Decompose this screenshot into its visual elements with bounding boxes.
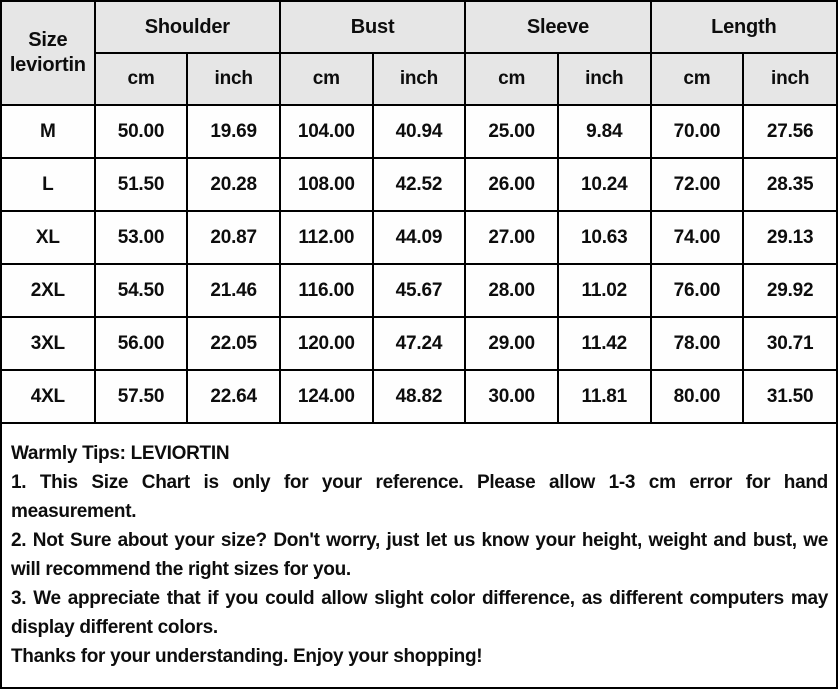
value-cell: 20.28 [187, 158, 280, 211]
unit-header-inch: inch [558, 53, 651, 105]
value-cell: 124.00 [280, 370, 373, 423]
unit-header-cm: cm [465, 53, 558, 105]
value-cell: 104.00 [280, 105, 373, 158]
value-cell: 76.00 [651, 264, 744, 317]
unit-header-inch: inch [187, 53, 280, 105]
value-cell: 50.00 [95, 105, 188, 158]
table-row [2, 370, 836, 423]
size-header-label: Size [28, 29, 68, 51]
value-cell: 26.00 [465, 158, 558, 211]
value-cell: 53.00 [95, 211, 188, 264]
unit-header-cm: cm [95, 53, 188, 105]
table-row [2, 105, 836, 158]
value-cell: 51.50 [95, 158, 188, 211]
unit-header-inch: inch [743, 53, 836, 105]
unit-header-cm: cm [280, 53, 373, 105]
unit-header-cm: cm [651, 53, 744, 105]
group-header-row [2, 2, 836, 53]
table-row [2, 264, 836, 317]
size-header-cell [2, 2, 95, 105]
tips-closing: Thanks for your understanding. Enjoy your shopping! [11, 646, 483, 667]
brand-label: leviortin [9, 54, 86, 76]
value-cell: 10.24 [558, 158, 651, 211]
table-row [2, 317, 836, 370]
value-cell: 31.50 [743, 370, 836, 423]
value-cell: 116.00 [280, 264, 373, 317]
value-cell: 20.87 [187, 211, 280, 264]
value-cell: 108.00 [280, 158, 373, 211]
tips-title: Warmly Tips: LEVIORTIN [11, 443, 230, 464]
value-cell: 9.84 [558, 105, 651, 158]
value-cell: 78.00 [651, 317, 744, 370]
size-cell: 2XL [2, 264, 95, 317]
value-cell: 56.00 [95, 317, 188, 370]
group-header-sleeve: Sleeve [465, 2, 650, 53]
value-cell: 29.13 [743, 211, 836, 264]
value-cell: 19.69 [187, 105, 280, 158]
value-cell: 57.50 [95, 370, 188, 423]
group-header-length: Length [651, 2, 836, 53]
value-cell: 80.00 [651, 370, 744, 423]
value-cell: 25.00 [465, 105, 558, 158]
value-cell: 30.71 [743, 317, 836, 370]
value-cell: 120.00 [280, 317, 373, 370]
warmly-tips-section [2, 424, 836, 671]
value-cell: 27.00 [465, 211, 558, 264]
value-cell: 11.81 [558, 370, 651, 423]
tip-2: 2. Not Sure about your size? Don't worry, just let us know your height, weight and bust, we will recommend the right sizes for you. [11, 530, 828, 580]
size-cell: L [2, 158, 95, 211]
value-cell: 28.00 [465, 264, 558, 317]
value-cell: 28.35 [743, 158, 836, 211]
size-chart-table [2, 2, 836, 424]
value-cell: 11.42 [558, 317, 651, 370]
unit-header-row [2, 53, 836, 105]
size-cell: XL [2, 211, 95, 264]
group-header-bust: Bust [280, 2, 465, 53]
table-row [2, 158, 836, 211]
value-cell: 70.00 [651, 105, 744, 158]
value-cell: 29.00 [465, 317, 558, 370]
size-cell: 4XL [2, 370, 95, 423]
value-cell: 54.50 [95, 264, 188, 317]
value-cell: 112.00 [280, 211, 373, 264]
value-cell: 22.05 [187, 317, 280, 370]
value-cell: 40.94 [373, 105, 466, 158]
unit-header-inch: inch [373, 53, 466, 105]
value-cell: 48.82 [373, 370, 466, 423]
value-cell: 44.09 [373, 211, 466, 264]
tip-3: 3. We appreciate that if you could allow slight color difference, as different computers may display different colors. [11, 588, 828, 638]
size-cell: M [2, 105, 95, 158]
value-cell: 72.00 [651, 158, 744, 211]
value-cell: 27.56 [743, 105, 836, 158]
tip-1: 1. This Size Chart is only for your reference. Please allow 1-3 cm error for hand measurement. [11, 472, 828, 522]
value-cell: 11.02 [558, 264, 651, 317]
value-cell: 47.24 [373, 317, 466, 370]
value-cell: 21.46 [187, 264, 280, 317]
group-header-shoulder: Shoulder [95, 2, 280, 53]
value-cell: 29.92 [743, 264, 836, 317]
value-cell: 22.64 [187, 370, 280, 423]
value-cell: 30.00 [465, 370, 558, 423]
size-cell: 3XL [2, 317, 95, 370]
value-cell: 10.63 [558, 211, 651, 264]
value-cell: 42.52 [373, 158, 466, 211]
table-row [2, 211, 836, 264]
value-cell: 45.67 [373, 264, 466, 317]
value-cell: 74.00 [651, 211, 744, 264]
